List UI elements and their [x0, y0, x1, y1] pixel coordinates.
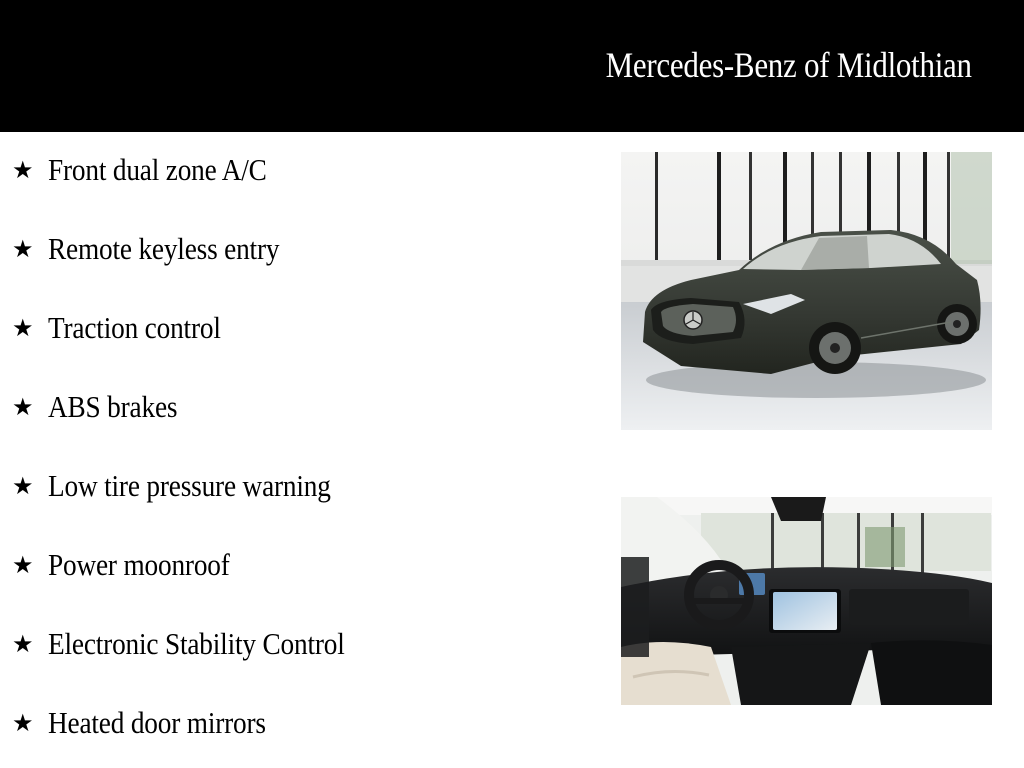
feature-item — [12, 387, 195, 427]
feature-label: ABS brakes — [48, 389, 178, 424]
feature-item — [12, 229, 311, 269]
feature-item — [12, 308, 244, 348]
feature-item — [12, 703, 296, 743]
star-icon: ★ — [12, 156, 34, 184]
feature-item — [12, 624, 385, 664]
star-icon: ★ — [12, 235, 34, 263]
star-icon: ★ — [12, 551, 34, 579]
star-icon: ★ — [12, 314, 34, 342]
feature-label: Front dual zone A/C — [48, 152, 267, 187]
feature-item — [12, 545, 254, 585]
star-icon: ★ — [12, 630, 34, 658]
feature-label: Traction control — [48, 310, 221, 345]
exterior-photo — [621, 152, 992, 430]
star-icon: ★ — [12, 472, 34, 500]
feature-label: Electronic Stability Control — [48, 626, 345, 661]
dealer-name: Mercedes-Benz of Midlothian — [605, 45, 972, 85]
feature-label: Remote keyless entry — [48, 231, 280, 266]
feature-label: Low tire pressure warning — [48, 468, 331, 503]
feature-label: Heated door mirrors — [48, 705, 266, 740]
feature-label: Power moonroof — [48, 547, 230, 582]
feature-item — [12, 150, 296, 190]
dashboard-interior-image — [621, 497, 992, 705]
header-bar — [0, 0, 1024, 132]
interior-photo — [621, 497, 992, 705]
feature-item — [12, 466, 369, 506]
star-icon: ★ — [12, 709, 34, 737]
star-icon: ★ — [12, 393, 34, 421]
sedan-exterior-image — [621, 152, 992, 430]
